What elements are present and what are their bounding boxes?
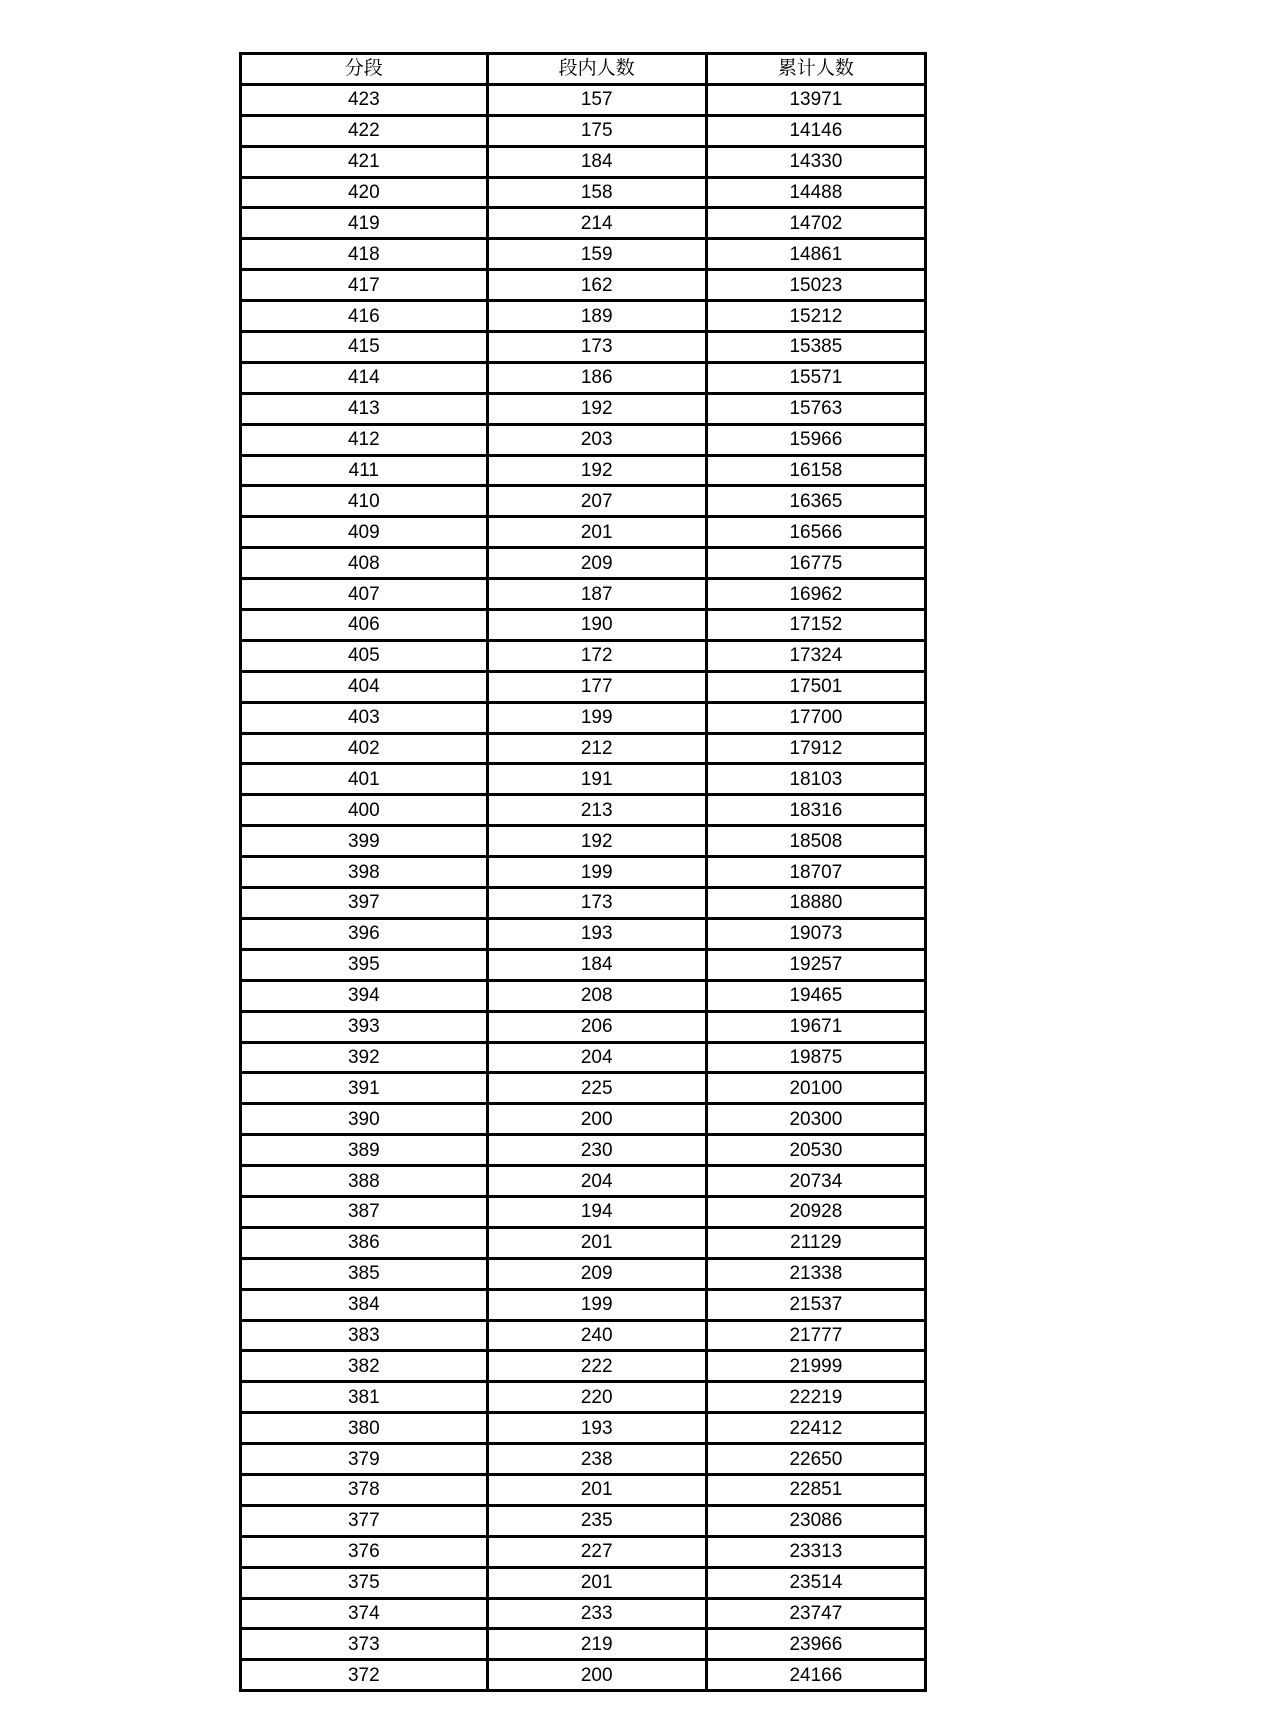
cumulative-count-cell: 15385: [706, 332, 925, 363]
table-row: [241, 579, 926, 610]
cumulative-count-cell: 22412: [706, 1413, 925, 1444]
cumulative-count-cell: 17152: [706, 610, 925, 641]
table-row: [241, 1567, 926, 1598]
cumulative-count-cell: 19465: [706, 980, 925, 1011]
segment-cell: 381: [241, 1382, 488, 1413]
cumulative-count-cell: 22219: [706, 1382, 925, 1413]
count-in-segment-cell: 157: [487, 84, 706, 115]
table-row: [241, 424, 926, 455]
table-row: [241, 1629, 926, 1660]
column-header: 累计人数: [706, 54, 925, 85]
cumulative-count-cell: 19875: [706, 1042, 925, 1073]
segment-cell: 411: [241, 455, 488, 486]
segment-cell: 380: [241, 1413, 488, 1444]
table-row: [241, 1227, 926, 1258]
count-in-segment-cell: 192: [487, 393, 706, 424]
segment-cell: 393: [241, 1011, 488, 1042]
cumulative-count-cell: 22851: [706, 1474, 925, 1505]
table-row: [241, 795, 926, 826]
segment-cell: 389: [241, 1135, 488, 1166]
table-row: [241, 1042, 926, 1073]
count-in-segment-cell: 184: [487, 949, 706, 980]
table-row: [241, 146, 926, 177]
segment-cell: 414: [241, 362, 488, 393]
table-row: [241, 949, 926, 980]
cumulative-count-cell: 21338: [706, 1258, 925, 1289]
cumulative-count-cell: 14702: [706, 208, 925, 239]
cumulative-count-cell: 14146: [706, 115, 925, 146]
cumulative-count-cell: 16775: [706, 548, 925, 579]
table-row: [241, 888, 926, 919]
segment-cell: 410: [241, 486, 488, 517]
segment-cell: 374: [241, 1598, 488, 1629]
segment-cell: 390: [241, 1104, 488, 1135]
cumulative-count-cell: 21129: [706, 1227, 925, 1258]
table-row: [241, 239, 926, 270]
count-in-segment-cell: 209: [487, 548, 706, 579]
segment-cell: 382: [241, 1351, 488, 1382]
segment-cell: 386: [241, 1227, 488, 1258]
count-in-segment-cell: 158: [487, 177, 706, 208]
table-row: [241, 301, 926, 332]
segment-cell: 421: [241, 146, 488, 177]
cumulative-count-cell: 19257: [706, 949, 925, 980]
table-row: [241, 610, 926, 641]
table-row: [241, 1073, 926, 1104]
segment-cell: 398: [241, 857, 488, 888]
count-in-segment-cell: 240: [487, 1320, 706, 1351]
segment-cell: 388: [241, 1166, 488, 1197]
count-in-segment-cell: 186: [487, 362, 706, 393]
cumulative-count-cell: 20300: [706, 1104, 925, 1135]
table-row: [241, 1196, 926, 1227]
count-in-segment-cell: 177: [487, 671, 706, 702]
count-in-segment-cell: 193: [487, 918, 706, 949]
count-in-segment-cell: 190: [487, 610, 706, 641]
count-in-segment-cell: 207: [487, 486, 706, 517]
segment-cell: 377: [241, 1505, 488, 1536]
count-in-segment-cell: 201: [487, 1227, 706, 1258]
count-in-segment-cell: 206: [487, 1011, 706, 1042]
table-row: [241, 1135, 926, 1166]
cumulative-count-cell: 18707: [706, 857, 925, 888]
table-row: [241, 671, 926, 702]
cumulative-count-cell: 17324: [706, 640, 925, 671]
cumulative-count-cell: 18103: [706, 764, 925, 795]
count-in-segment-cell: 214: [487, 208, 706, 239]
table-row: [241, 640, 926, 671]
count-in-segment-cell: 204: [487, 1042, 706, 1073]
count-in-segment-cell: 193: [487, 1413, 706, 1444]
table-row: [241, 1166, 926, 1197]
table-row: [241, 84, 926, 115]
count-in-segment-cell: 191: [487, 764, 706, 795]
table-row: [241, 980, 926, 1011]
cumulative-count-cell: 16566: [706, 517, 925, 548]
table-row: [241, 1444, 926, 1475]
count-in-segment-cell: 227: [487, 1536, 706, 1567]
segment-cell: 385: [241, 1258, 488, 1289]
table-row: [241, 1289, 926, 1320]
segment-cell: 375: [241, 1567, 488, 1598]
cumulative-count-cell: 23086: [706, 1505, 925, 1536]
segment-cell: 404: [241, 671, 488, 702]
segment-cell: 392: [241, 1042, 488, 1073]
cumulative-count-cell: 20734: [706, 1166, 925, 1197]
cumulative-count-cell: 15763: [706, 393, 925, 424]
count-in-segment-cell: 175: [487, 115, 706, 146]
count-in-segment-cell: 199: [487, 1289, 706, 1320]
segment-cell: 379: [241, 1444, 488, 1475]
segment-cell: 387: [241, 1196, 488, 1227]
segment-cell: 405: [241, 640, 488, 671]
count-in-segment-cell: 200: [487, 1660, 706, 1691]
count-in-segment-cell: 220: [487, 1382, 706, 1413]
cumulative-count-cell: 16158: [706, 455, 925, 486]
count-in-segment-cell: 192: [487, 455, 706, 486]
count-in-segment-cell: 208: [487, 980, 706, 1011]
column-header: 段内人数: [487, 54, 706, 85]
table-row: [241, 857, 926, 888]
segment-cell: 396: [241, 918, 488, 949]
cumulative-count-cell: 17700: [706, 702, 925, 733]
count-in-segment-cell: 199: [487, 857, 706, 888]
cumulative-count-cell: 23514: [706, 1567, 925, 1598]
count-in-segment-cell: 219: [487, 1629, 706, 1660]
count-in-segment-cell: 238: [487, 1444, 706, 1475]
segment-cell: 408: [241, 548, 488, 579]
table-row: [241, 455, 926, 486]
table-row: [241, 1474, 926, 1505]
table-row: [241, 270, 926, 301]
count-in-segment-cell: 159: [487, 239, 706, 270]
count-in-segment-cell: 189: [487, 301, 706, 332]
segment-cell: 407: [241, 579, 488, 610]
segment-cell: 401: [241, 764, 488, 795]
count-in-segment-cell: 201: [487, 1474, 706, 1505]
table-row: [241, 702, 926, 733]
cumulative-count-cell: 17912: [706, 733, 925, 764]
column-header: 分段: [241, 54, 488, 85]
table-row: [241, 733, 926, 764]
segment-cell: 399: [241, 826, 488, 857]
segment-cell: 383: [241, 1320, 488, 1351]
table-row: [241, 1382, 926, 1413]
count-in-segment-cell: 184: [487, 146, 706, 177]
count-in-segment-cell: 204: [487, 1166, 706, 1197]
table-row: [241, 177, 926, 208]
table-row: [241, 1320, 926, 1351]
cumulative-count-cell: 14488: [706, 177, 925, 208]
cumulative-count-cell: 21537: [706, 1289, 925, 1320]
count-in-segment-cell: 200: [487, 1104, 706, 1135]
cumulative-count-cell: 16962: [706, 579, 925, 610]
count-in-segment-cell: 225: [487, 1073, 706, 1104]
cumulative-count-cell: 15023: [706, 270, 925, 301]
segment-cell: 423: [241, 84, 488, 115]
count-in-segment-cell: 192: [487, 826, 706, 857]
count-in-segment-cell: 173: [487, 332, 706, 363]
table-row: [241, 1258, 926, 1289]
count-in-segment-cell: 230: [487, 1135, 706, 1166]
score-distribution-table: [239, 52, 927, 1692]
table-row: [241, 54, 926, 85]
cumulative-count-cell: 23747: [706, 1598, 925, 1629]
cumulative-count-cell: 18508: [706, 826, 925, 857]
table-row: [241, 1011, 926, 1042]
table-row: [241, 918, 926, 949]
cumulative-count-cell: 21777: [706, 1320, 925, 1351]
cumulative-count-cell: 19671: [706, 1011, 925, 1042]
segment-cell: 422: [241, 115, 488, 146]
table-row: [241, 1104, 926, 1135]
cumulative-count-cell: 15212: [706, 301, 925, 332]
cumulative-count-cell: 20100: [706, 1073, 925, 1104]
segment-cell: 397: [241, 888, 488, 919]
segment-cell: 416: [241, 301, 488, 332]
count-in-segment-cell: 233: [487, 1598, 706, 1629]
table-row: [241, 517, 926, 548]
table-row: [241, 393, 926, 424]
segment-cell: 417: [241, 270, 488, 301]
cumulative-count-cell: 14330: [706, 146, 925, 177]
table-row: [241, 826, 926, 857]
cumulative-count-cell: 15571: [706, 362, 925, 393]
cumulative-count-cell: 18316: [706, 795, 925, 826]
segment-cell: 400: [241, 795, 488, 826]
segment-cell: 378: [241, 1474, 488, 1505]
count-in-segment-cell: 201: [487, 1567, 706, 1598]
cumulative-count-cell: 21999: [706, 1351, 925, 1382]
segment-cell: 391: [241, 1073, 488, 1104]
count-in-segment-cell: 212: [487, 733, 706, 764]
count-in-segment-cell: 187: [487, 579, 706, 610]
count-in-segment-cell: 222: [487, 1351, 706, 1382]
count-in-segment-cell: 162: [487, 270, 706, 301]
segment-cell: 395: [241, 949, 488, 980]
count-in-segment-cell: 194: [487, 1196, 706, 1227]
segment-cell: 402: [241, 733, 488, 764]
segment-cell: 419: [241, 208, 488, 239]
segment-cell: 409: [241, 517, 488, 548]
count-in-segment-cell: 201: [487, 517, 706, 548]
table-row: [241, 1505, 926, 1536]
cumulative-count-cell: 14861: [706, 239, 925, 270]
table-row: [241, 486, 926, 517]
cumulative-count-cell: 16365: [706, 486, 925, 517]
count-in-segment-cell: 199: [487, 702, 706, 733]
cumulative-count-cell: 19073: [706, 918, 925, 949]
cumulative-count-cell: 15966: [706, 424, 925, 455]
table-body: [241, 84, 926, 1690]
table-row: [241, 1413, 926, 1444]
cumulative-count-cell: 24166: [706, 1660, 925, 1691]
count-in-segment-cell: 203: [487, 424, 706, 455]
segment-cell: 372: [241, 1660, 488, 1691]
table-row: [241, 548, 926, 579]
count-in-segment-cell: 235: [487, 1505, 706, 1536]
cumulative-count-cell: 23966: [706, 1629, 925, 1660]
count-in-segment-cell: 172: [487, 640, 706, 671]
cumulative-count-cell: 20530: [706, 1135, 925, 1166]
table-row: [241, 764, 926, 795]
segment-cell: 415: [241, 332, 488, 363]
segment-cell: 418: [241, 239, 488, 270]
segment-cell: 406: [241, 610, 488, 641]
segment-cell: 403: [241, 702, 488, 733]
table-row: [241, 362, 926, 393]
table-header-row: [241, 54, 926, 85]
segment-cell: 412: [241, 424, 488, 455]
count-in-segment-cell: 173: [487, 888, 706, 919]
count-in-segment-cell: 209: [487, 1258, 706, 1289]
segment-cell: 413: [241, 393, 488, 424]
segment-cell: 373: [241, 1629, 488, 1660]
table-row: [241, 1536, 926, 1567]
cumulative-count-cell: 13971: [706, 84, 925, 115]
cumulative-count-cell: 23313: [706, 1536, 925, 1567]
cumulative-count-cell: 18880: [706, 888, 925, 919]
table-row: [241, 332, 926, 363]
table-row: [241, 1660, 926, 1691]
segment-cell: 376: [241, 1536, 488, 1567]
cumulative-count-cell: 17501: [706, 671, 925, 702]
segment-cell: 384: [241, 1289, 488, 1320]
segment-cell: 394: [241, 980, 488, 1011]
count-in-segment-cell: 213: [487, 795, 706, 826]
segment-cell: 420: [241, 177, 488, 208]
cumulative-count-cell: 22650: [706, 1444, 925, 1475]
table-row: [241, 1598, 926, 1629]
table-row: [241, 115, 926, 146]
table-row: [241, 1351, 926, 1382]
cumulative-count-cell: 20928: [706, 1196, 925, 1227]
table-row: [241, 208, 926, 239]
